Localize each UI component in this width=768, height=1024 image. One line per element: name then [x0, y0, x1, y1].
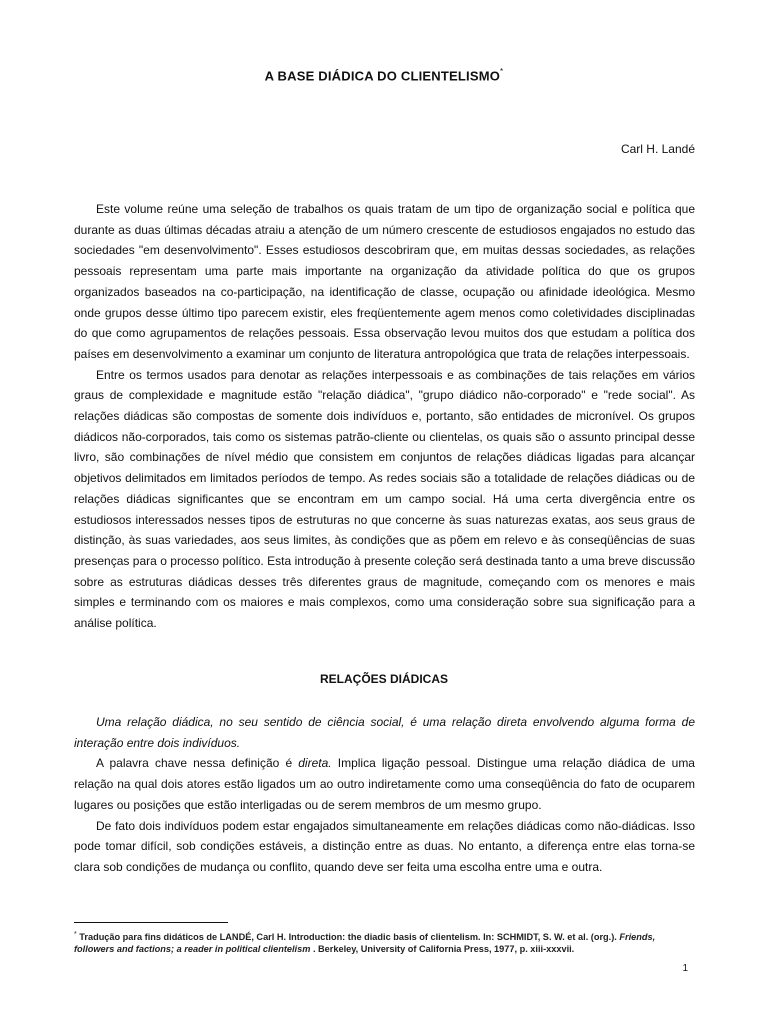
paragraph: Este volume reúne uma seleção de trabalhos os quais tratam de um tipo de organização social e política que durante as duas últimas décadas atraiu a atenção de um número crescente de estudiosos engajados no estudo das sociedades "em desenvolvimento". Esses estudiosos descobriram que, em muitas dessas sociedades, as relações pessoais representam uma parte mais importante na organização da atividade política do que os grupos organizados baseados na co-participação, na identificação de classe, ocupação ou afinidade ideológica. Mesmo onde grupos desse último tipo parecem existir, eles freqüentemente agem menos como coletividades disciplinadas do que como agrupamentos de relações pessoais. Essa observação levou muitos dos que estudam a política dos países em desenvolvimento a examinar um conjunto de literatura antropológica que trata de relações interpessoais. — [74, 202, 695, 361]
footnote — [74, 929, 696, 955]
paragraph: Entre os termos usados para denotar as relações interpessoais e as combinações de tais relações em vários graus de complexidade e magnitude estão "relação diádica", "grupo diádico não-corporado" e "rede social". As relações diádicas são compostas de somente dois indivíduos e, portanto, são entidades de micronível. Os grupos diádicos não-corporados, tais como os sistemas patrão-cliente ou clientelas, os quais são o assunto principal desse livro, são combinações de nível médio que consistem em conjuntos de relações diádicas ligadas para alcançar objetivos delimitados em limitados períodos de tempo. As redes sociais são a totalidade de relações diádicas ou de relações diádicas significantes que se encontram em um campo social. Há uma certa divergência entre os estudiosos interessados nesses tipos de estruturas no que concerne às suas naturezas exatas, aos seus graus de distinção, às suas variedades, aos seus limites, às condições que as põem em relevo e às conseqüências de suas presenças para o processo político. Esta introdução à presente coleção será destinada tanto a uma breve discussão sobre as estruturas diádicas desses três diferentes graus de magnitude, começando com os menores e mais simples e terminando com os maiores e mais complexos, como uma consideração sobre sua significação para a análise política. — [74, 367, 695, 631]
footnote-book-title: Friends, followers and factions; a reader in political clientelism — [74, 932, 656, 955]
paragraph-text: Implica ligação pessoal. Distingue uma relação diádica de uma relação na qual dois atores estão ligados um ao outro indiretamente como uma conseqüência do fato de ocuparem lugares ou posições que estão interligadas ou de serem membros de um mesmo grupo. — [74, 756, 695, 812]
document-title — [0, 68, 768, 83]
introduction-section — [74, 199, 695, 634]
footnote-divider — [74, 922, 228, 923]
footnote-text: . Berkeley, University of California Press, 1977, p. xiii-xxxvii. — [310, 944, 575, 955]
definition-paragraph: Uma relação diádica, no seu sentido de ciência social, é uma relação direta envolvendo alguma forma de interação entre dois indivíduos. — [74, 715, 695, 750]
paragraph: De fato dois indivíduos podem estar engajados simultaneamente em relações diádicas como não-diádicas. Isso pode tomar difícil, sob condições estáveis, a distinção entre as duas. No entanto, a diferença entre elas torna-se clara sob condições de mudança ou conflito, quando deve ser feita uma escolha entre uma e outra. — [74, 818, 695, 874]
section-heading: RELAÇÕES DIÁDICAS — [319, 672, 448, 686]
paragraph — [74, 753, 695, 815]
dyadic-relations-section — [74, 712, 695, 878]
title-text: A BASE DIÁDICA DO CLIENTELISMO — [264, 68, 501, 84]
footnote-text: Tradução para fins didáticos de LANDÉ, Carl H. Introduction: the diadic basis of clientelism. In: SCHMIDT, S. W. et al. (org.). — [76, 932, 620, 943]
author-name: Carl H. Landé — [620, 142, 695, 156]
emphasis-text: direta. — [298, 756, 332, 771]
paragraph-text: A palavra chave nessa definição é — [96, 756, 299, 771]
footnote-marker: * — [74, 931, 77, 938]
title-footnote-marker: * — [500, 67, 504, 76]
page-number: 1 — [682, 963, 688, 974]
